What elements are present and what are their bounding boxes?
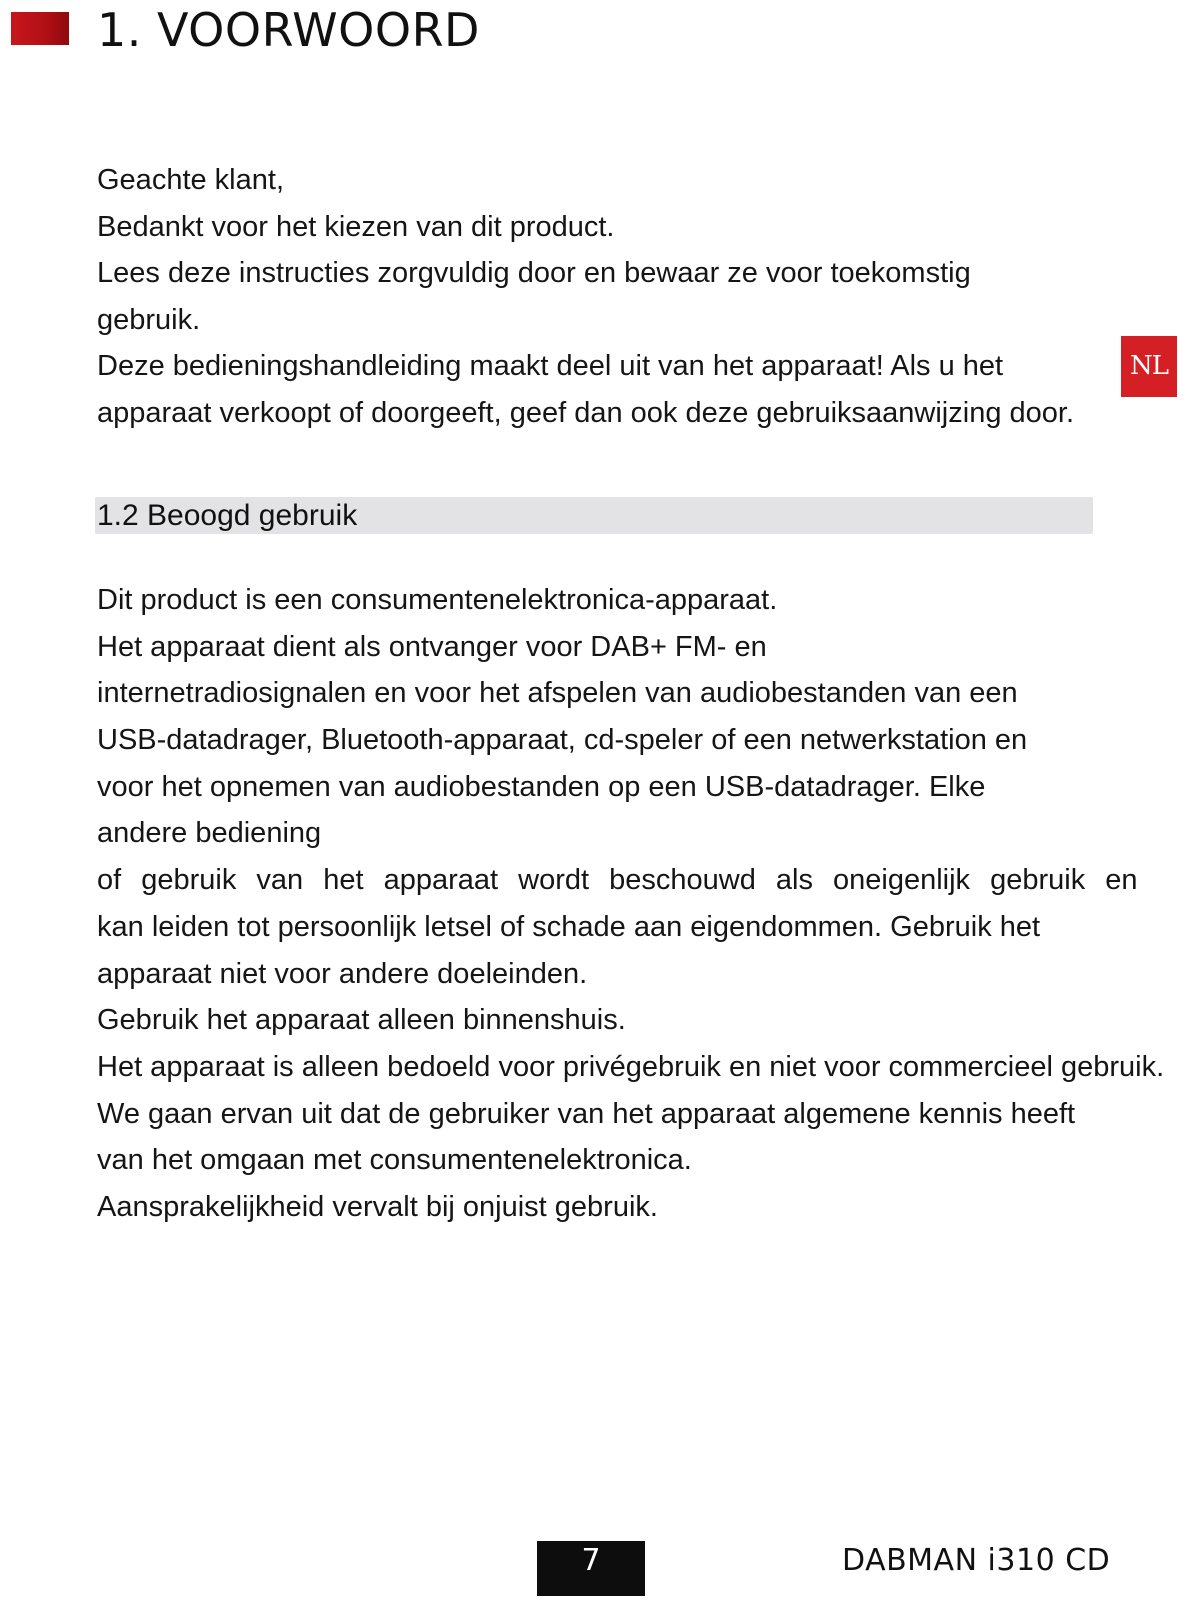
body-line: of gebruik van het apparaat wordt beschouwd als oneigenlijk gebruik en [97,864,1138,897]
intro-line: Deze bedieningshandleiding maakt deel uit van het apparaat! Als u het [97,350,1004,382]
body-line: Dit product is een consumentenelektronica-apparaat. [97,584,778,616]
chapter-title: 1. VOORWOORD [97,3,480,57]
language-tab: NL [1121,336,1177,397]
body-line: Gebruik het apparaat alleen binnenshuis. [97,1004,626,1037]
body-line: We gaan ervan uit dat de gebruiker van het apparaat algemene kennis heeft [97,1097,1076,1130]
body-line: USB-datadrager, Bluetooth-apparaat, cd-speler of een netwerkstation en [97,724,1028,757]
intro-line: gebruik. [97,303,201,336]
body-line: Het apparaat is alleen bedoeld voor privégebruik en niet voor commercieel gebruik. [97,1050,1165,1083]
intro-line: Lees deze instructies zorgvuldig door en bewaar ze voor toekomstig [97,257,971,289]
intro-line: Bedankt voor het kiezen van dit product. [97,210,615,243]
section-heading-bar [95,497,1093,534]
body-line: andere bediening [97,817,322,850]
intro-line: Geachte klant, [97,164,284,196]
footer-model-name: DABMAN i310 CD [842,1543,1111,1578]
body-line: internetradiosignalen en voor het afspelen van audiobestanden van een [97,677,1018,710]
body-line: apparaat niet voor andere doeleinden. [97,957,588,990]
section-heading: 1.2 Beoogd gebruik [97,499,358,532]
body-line: van het omgaan met consumentenelektronica. [97,1144,692,1177]
body-line: kan leiden tot persoonlijk letsel of schade aan eigendommen. Gebruik het [97,910,1041,943]
intro-text [97,157,1157,436]
body-line: voor het opnemen van audiobestanden op een USB-datadrager. Elke [97,770,986,803]
page-number: 7 [537,1541,645,1596]
body-line: Het apparaat dient als ontvanger voor DAB+ FM- en [97,630,767,663]
body-line: Aansprakelijkheid vervalt bij onjuist gebruik. [97,1190,658,1223]
chapter-marker [11,12,69,45]
intro-line: apparaat verkoopt of doorgeeft, geef dan ook deze gebruiksaanwijzing door. [97,396,1075,429]
section-body-text [97,577,1165,1231]
